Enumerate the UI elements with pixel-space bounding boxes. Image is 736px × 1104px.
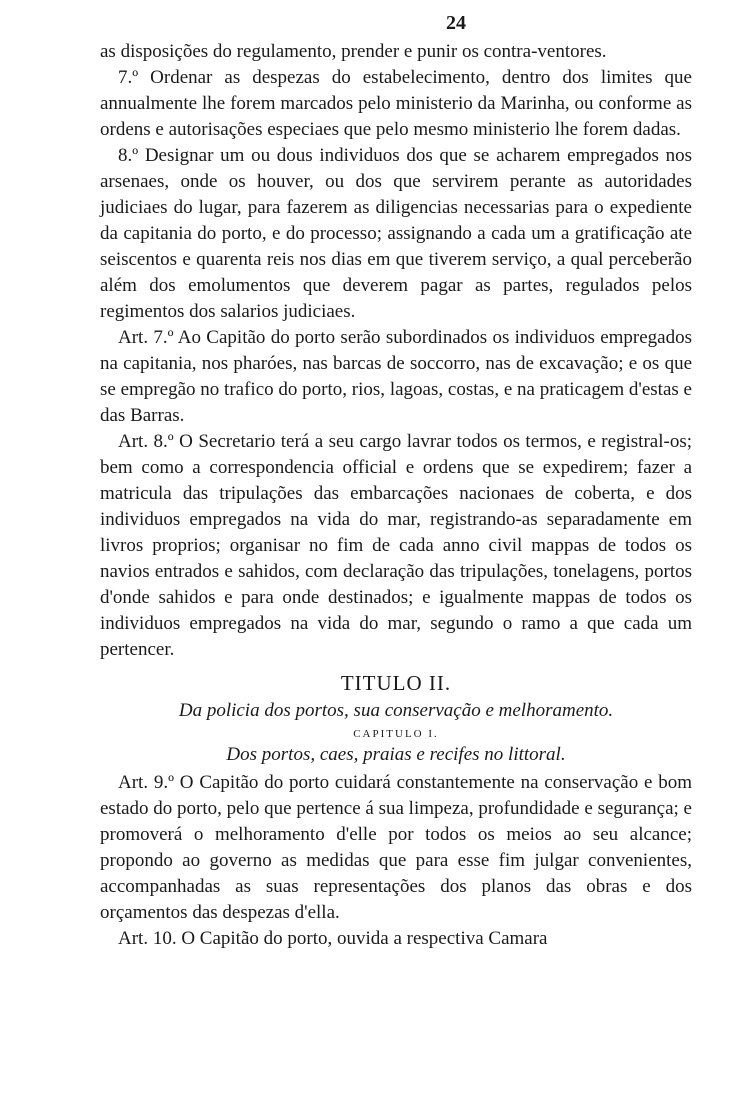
paragraph: 8.º Designar um ou dous individuos dos que se acharem empregados nos arsenaes, onde os houver, ou dos que servirem perante as autoridades judiciaes do lugar, para fazerem as diligencias necessarias para o expediente da capitania do porto, e do processo; assignando a cada um a gratificação ate seiscentos e quarenta reis nos dias em que tiverem serviço, a qual perceberão além dos emolumentos que deverem pagar as partes, regulados pelos regimentos dos salarios judiciaes. — [100, 145, 692, 322]
paragraph: Art. 10. O Capitão do porto, ouvida a respectiva Camara — [118, 928, 548, 949]
page-number: 24 — [446, 12, 466, 34]
section-title: TITULO II. — [340, 671, 452, 695]
chapter-title: Dos portos, caes, praias e recifes no littoral. — [226, 744, 566, 765]
body-text-top — [100, 39, 692, 663]
chapter-heading: CAPITULO I. — [353, 728, 439, 740]
paragraph: Art. 8.º O Secretario terá a seu cargo lavrar todos os termos, e registral-os; bem como a correspondencia official e ordens que se expedirem; fazer a matricula das tripulações das embarcações nacionaes de coberta, e dos individuos empregados na vida do mar, registrando-as separadamente em livros proprios; organisar no fim de cada anno civil mappas de todos os navios entrados e sahidos, com declaração das tripulações, tonelagens, portos d'onde sahidos e para onde destinados; e igualmente mappas de todos os individuos empregados na vida do mar, segundo o ramo a que cada um pertencer. — [100, 431, 692, 660]
section-subtitle: Da policia dos portos, sua conservação e melhoramento. — [178, 700, 614, 721]
body-text-bottom — [100, 770, 692, 952]
paragraph: Art. 7.º Ao Capitão do porto serão subordinados os individuos empregados na capitania, nos pharóes, nas barcas de soccorro, nas de excavação; e os que se empregão no trafico do porto, rios, lagoas, costas, e na praticagem d'estas e das Barras. — [100, 327, 692, 426]
paragraph: Art. 9.º O Capitão do porto cuidará constantemente na conservação e bom estado do porto, pelo que pertence á sua limpeza, profundidade e segurança; e promoverá o melhoramento d'elle por todos os meios ao seu alcance; propondo ao governo as medidas que para esse fim julgar convenientes, accompanhadas as suas representações dos planos das obras e dos orçamentos das despezas d'ella. — [100, 772, 692, 923]
paragraph: as disposições do regulamento, prender e punir os contra-ventores. — [100, 41, 607, 62]
paragraph: 7.º Ordenar as despezas do estabelecimento, dentro dos limites que annualmente lhe forem marcados pelo ministerio da Marinha, ou conforme as ordens e autorisações especiaes que pelo mesmo ministerio lhe forem dadas. — [100, 67, 692, 140]
